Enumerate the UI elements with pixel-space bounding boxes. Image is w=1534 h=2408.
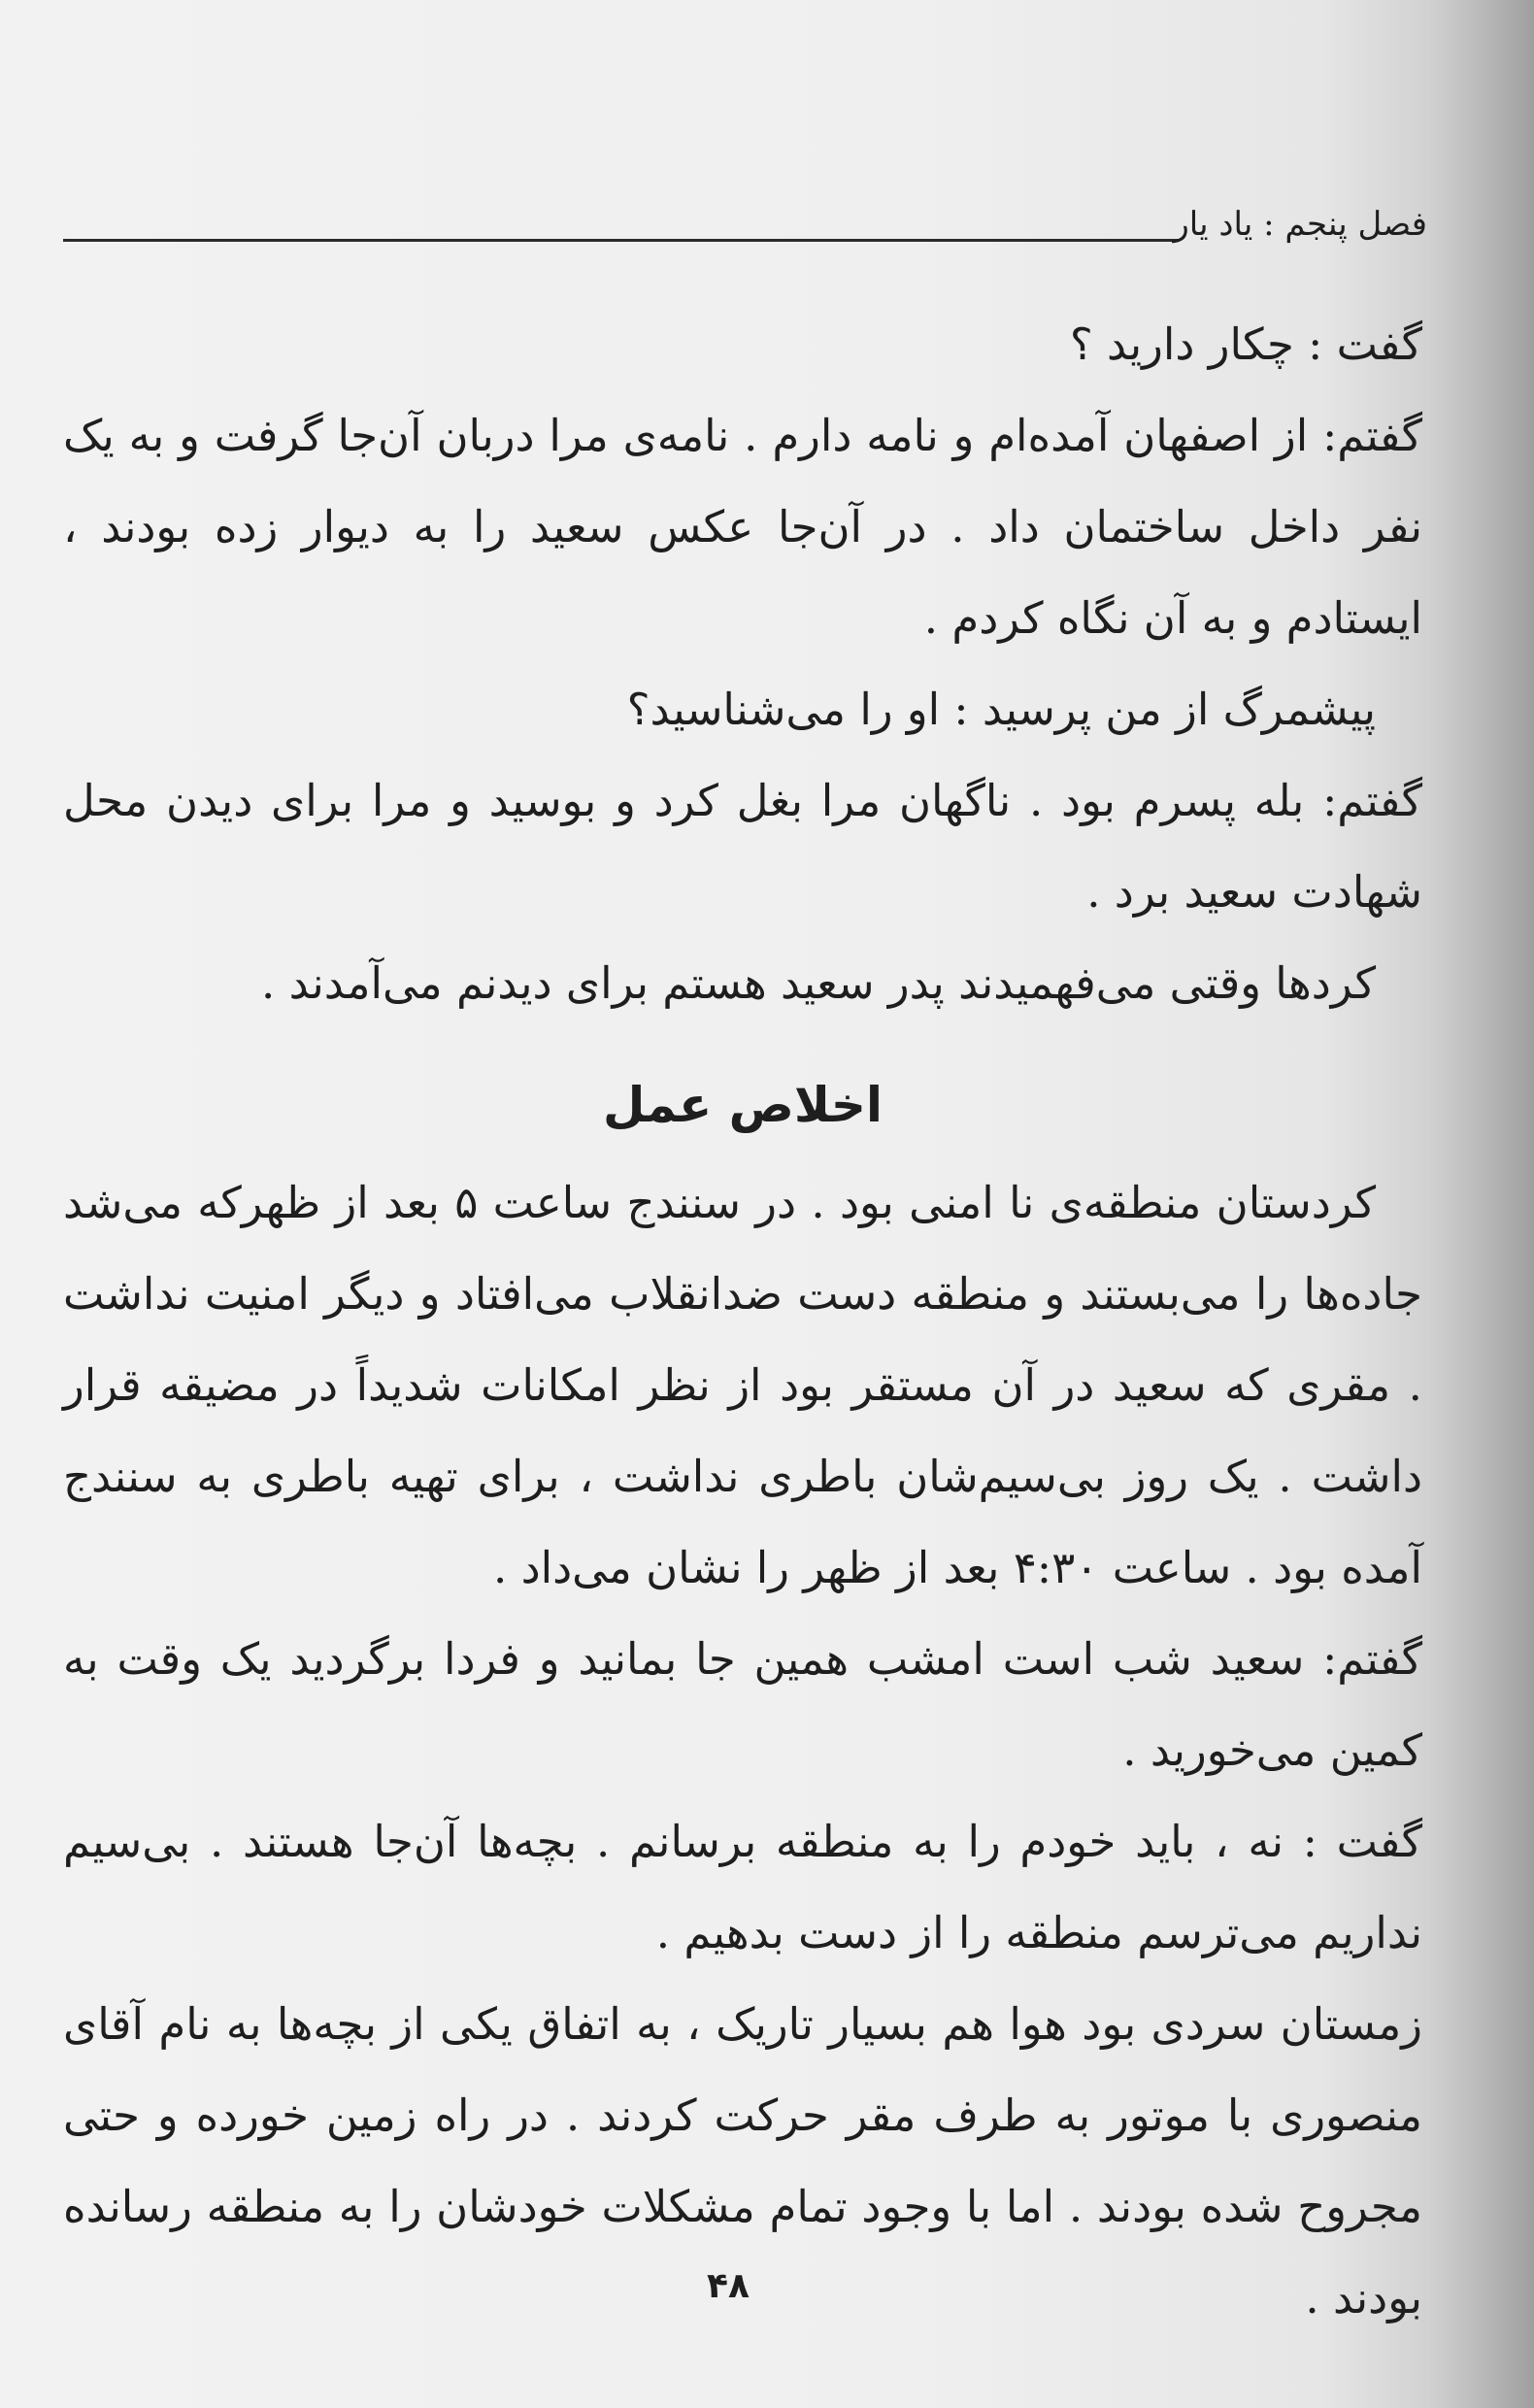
binding-shadow: [1427, 0, 1534, 2408]
running-head: [63, 200, 1427, 258]
paragraph-9: زمستان سردی بود هوا هم بسیار تاریک ، به اتفاق یکی از بچه‌ها به نام آقای منصوری با موتور به طرف مقر حرکت کردند . در راه زمین خورده و حتی مجروح شده بودند . اما با وجود تمام مشکلات خودشان را به منطقه رسانده بودند .: [63, 1998, 1422, 2324]
paragraph-2: گفتم: از اصفهان آمده‌ام و نامه دارم . نامه‌ی مرا دربان آن‌جا گرفت و به یک نفر داخل ساختمان داد . در آن‌جا عکس سعید را به دیوار زده بودند ، ایستادم و به آن نگاه کردم .: [63, 410, 1422, 644]
paragraph-4: گفتم: بله پسرم بود . ناگهان مرا بغل کرد و بوسید و مرا برای دیدن محل شهادت سعید برد .: [63, 775, 1422, 918]
paragraph-8: گفت : نه ، باید خودم را به منطقه برسانم . بچه‌ها آن‌جا هستند . بی‌سیم نداریم می‌ترسم منطقه را از دست بدهیم .: [63, 1816, 1422, 1958]
page-number: ۴۸: [707, 2266, 750, 2306]
paragraph-5: کردها وقتی می‌فهمیدند پدر سعید هستم برای دیدنم می‌آمدند .: [261, 957, 1376, 1009]
paragraph-7: گفتم: سعید شب است امشب همین جا بمانید و فردا برگردید یک وقت به کمین می‌خورید .: [63, 1633, 1422, 1776]
paragraph-1: گفت : چکار دارید ؟: [1069, 318, 1422, 370]
paragraph-3: پیشمرگ از من پرسید : او را می‌شناسید؟: [626, 684, 1376, 735]
running-head-rule: [63, 239, 1180, 242]
paragraph-6: کردستان منطقه‌ی نا امنی بود . در سنندج ساعت ۵ بعد از ظهرکه می‌شد جاده‌ها را می‌بستند و منطقه دست ضدانقلاب می‌افتاد و دیگر امنیت نداشت . مقری که سعید در آن مستقر بود از نظر امکانات شدیداً در مضیقه قرار داشت . یک روز بی‌سیم‌شان باطری نداشت ، برای تهیه باطری به سنندج آمده بود . ساعت ۴:۳۰ بعد از ظهر را نشان می‌داد .: [63, 1177, 1422, 1593]
section-title: اخلاص عمل: [602, 1077, 884, 1133]
running-head-text: فصل پنجم : یاد یار: [1173, 205, 1427, 244]
page-body: [63, 299, 1422, 2344]
